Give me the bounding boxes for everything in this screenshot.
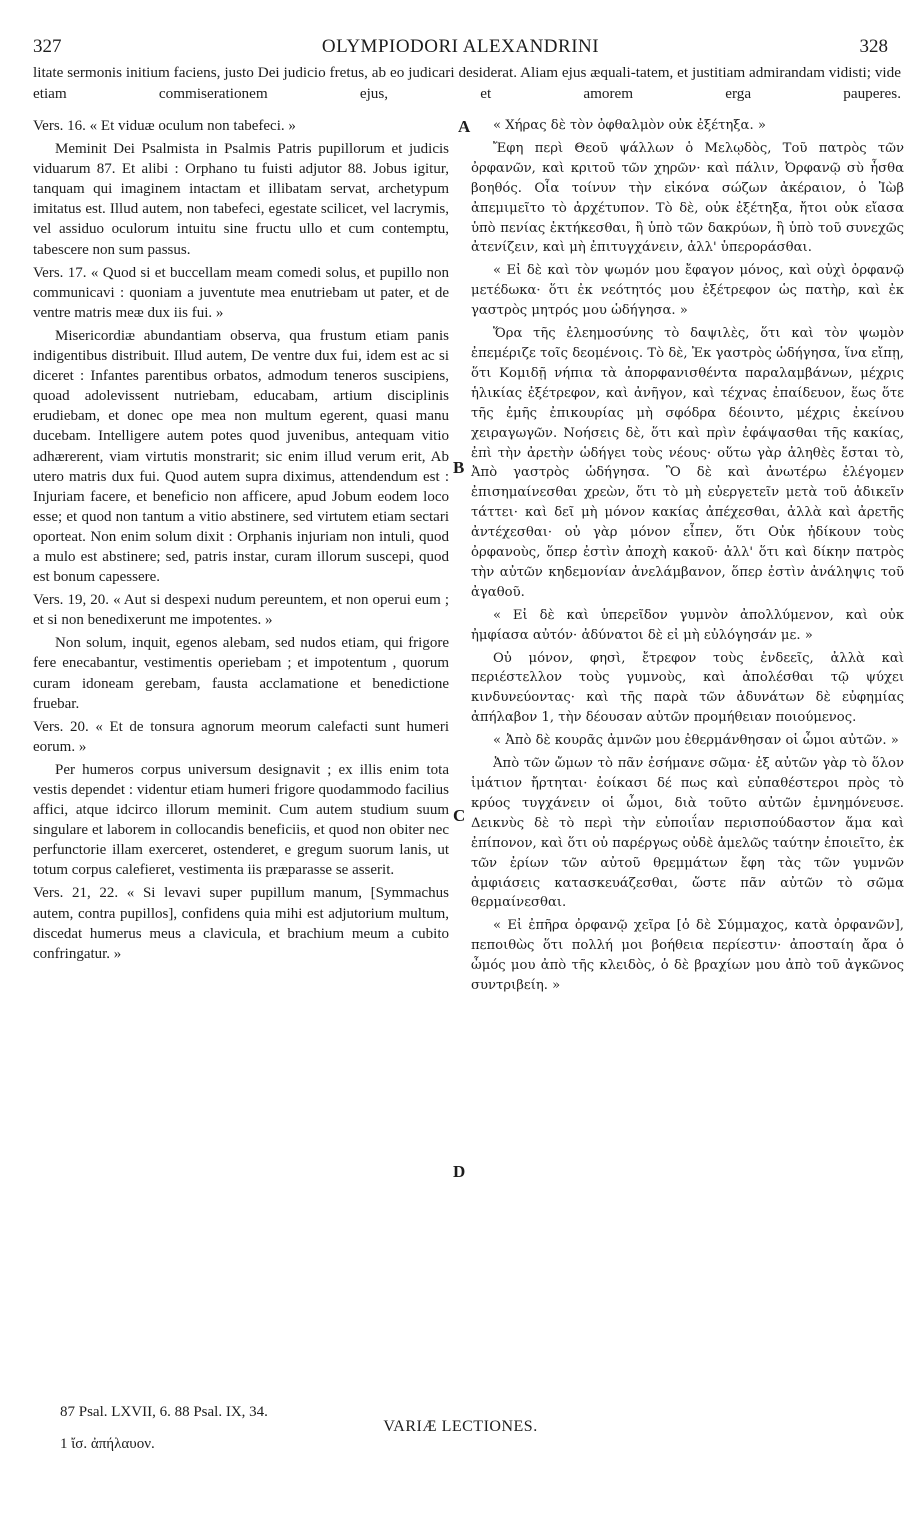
latin-verse-20: Vers. 20. « Et de tonsura agnorum meorum calefacti sunt humeri eorum. » (33, 718, 449, 755)
greek-commentary-17: Ὅρα τῆς ἐλεημοσύνης τὸ δαψιλὲς, ὅτι καὶ τὸν ψωμὸν ἐπεμέριζε τοῖς δεομένοις. Τὸ δὲ, Ἐκ γαστρὸς ὡδήγησα, ἵνα εἴπῃ, ὅτι Κομιδῇ νήπια τὰ ἀπορφανισθέντα παραλαμβάνων, μέχρις ἡλικίας ἐξέτρεφον, καὶ ἀνῆγον, καὶ τέχνας ἐπαίδευον, ἕως ὅτε τῆς ἐμῆς ἐπικουρίας μὴ σφόδρα δέοιντο, μέχρις ἐκείνου χειραγωγῶν. Νοήσεις δὲ, ὅτι καὶ πρὶν ἐφάψασθαι τῆς κακίας, ἐπὶ τὴν ἀρετὴν ὡδήγει τοὺς νέους· οὕτω γὰρ ἀληθὲς ἔσται τὸ, Ἀπὸ γαστρὸς ὡδήγησα. Ὃ δὲ καὶ ἀνωτέρω ἐλέγομεν ἐπισημαίνεσθαι χρεὼν, ὅτι τὸ μὴ εὐεργετεῖν μετὰ τοῦ ἀδικεῖν τάττει· καὶ δεῖ μὴ μόνον κακίας ἀπέχεσθαι, ἀλλὰ καὶ ἀρετῆς ἀντέχεσθαι· οὐ γὰρ μόνον εἶπεν, ὅτι Οὐκ ἠδίκουν τοὺς ὀρφανοὺς, ὅπερ ἐστὶν ἀποχὴ κακοῦ· ἀλλ' ὅτι καὶ δίκην πατρὸς τὴν αὐτῶν κηδεμονίαν ἀνελάμβανον, ὅπερ ἐστὶν ἀνάληψις τοῦ ἀγαθοῦ. (471, 326, 904, 600)
latin-commentary-16: Meminit Dei Psalmista in Psalmis Patris pupillorum et judicis viduarum 87. Et alibi : Orphano tu fuisti adjutor 88. Jobus igitur, tanquam qui imaginem intactam et illibatam servat, archetypum imitatus est. Illud autem, non tabefeci, egestate scilicet, vel lacrymis, vel assiduo oculorum intuitu sine fructu ullo et cum contemptu, tabescere non sum passus. (33, 141, 449, 258)
opening-paragraph: litate sermonis initium faciens, justo Dei judicio fretus, ab eo judicari desiderat. Aliam ejus æquali-tatem, et justitiam admirandam vidisti; vide etiam commiserationem ejus, et amorem erga pauperes. (33, 64, 901, 102)
latin-commentary-19-20: Non solum, inquit, egenos alebam, sed nudos etiam, qui frigore fere enecabantur, vestimentis operiebam ; et impotentum , quorum curam idoneam gerebam, fausta acclamatione et benedictione fruebar. (33, 635, 449, 712)
running-title: OLYMPIODORI ALEXANDRINI (321, 36, 600, 57)
running-header (33, 36, 888, 60)
latin-column (33, 116, 449, 967)
margin-marker-a: A (458, 117, 471, 136)
page-number-left: 327 (33, 36, 62, 57)
full-width-line (33, 62, 901, 104)
greek-verse-17: « Εἰ δὲ καὶ τὸν ψωμόν μου ἔφαγον μόνος, καὶ οὐχὶ ὀρφανῷ μετέδωκα· ὅτι ἐκ νεότητός μου ἐξέτρεφον ὡς πατὴρ, καὶ ἐκ γαστρὸς μητρός μου ὡδήγησα. » (471, 263, 904, 319)
greek-column (471, 116, 904, 999)
latin-commentary-17: Misericordiæ abundantiam observa, qua frustum etiam panis indigentibus distribuit. Illud autem, De ventre dux fui, idem est ac si diceret : Infantes parentibus orbatos, admodum teneros suscipiens, quoad adolevissent nutriebam, educabam, artium disciplinis erudiebam, et donec ope mea non multum egerent, quasi manu ducebam. Intelligere autem potes quod juvenibus, antequam vitio adhærerent, viam virtutis monstrarit; sic enim illud verum erit, Ab utero matris dux fui. Quod autem supra diximus, attendendum est : Injuriam facere, et beneficio non afficere, apud Jobum eodem loco esse; et quod non tantum a vitio abstinere, sed virtutem etiam sectari oporteat. Non enim solum dixit : Orphanis injuriam non intuli, quod a mulo est abstinere; sed, patris instar, curam illorum suscepi, quod est bonum capessere. (33, 327, 449, 586)
margin-marker-d: D (453, 1162, 466, 1181)
margin-marker-b: B (453, 458, 465, 477)
footnote-greek: 1 ἴσ. ἀπήλαυον. (60, 1436, 155, 1452)
latin-verse-19-20: Vers. 19, 20. « Aut si despexi nudum pereuntem, et non operui eum ; et si non benedixerunt me impotentes. » (33, 592, 449, 629)
greek-commentary-16: Ἔφη περὶ Θεοῦ ψάλλων ὁ Μελῳδὸς, Τοῦ πατρὸς τῶν ὀρφανῶν, καὶ κριτοῦ τῶν χηρῶν· καὶ πάλιν, Ὀρφανῷ σὺ ἦσθα βοηθός. Οἷα τοίνυν τὴν εἰκόνα σώζων ἀκέραιον, ὁ Ἰὼβ ἀπεμιμεῖτο τὸ ἀρχέτυπον. Τὸ δὲ, οὐκ ἐξέτηξα, ἤτοι οὐκ εἴασα ὑπὸ πενίας ἐκτήκεσθαι, ἢ ὑπὸ τῶν δακρύων, ἢ ὑπὸ τοῦ συνεχῶς ἀτενίζειν, καὶ μὴ ἐπιτυγχάνειν, ἀλλ' ὑπεροράσθαι. (471, 140, 904, 256)
variae-lectiones-heading: VARIÆ LECTIONES. (383, 1418, 538, 1435)
margin-marker-c: C (453, 806, 466, 825)
greek-verse-19-20: « Εἰ δὲ καὶ ὑπερεῖδον γυμνὸν ἀπολλύμενον, καὶ οὐκ ἠμφίασα αὐτόν· ἀδύνατοι δὲ εἰ μὴ εὐλόγησάν με. » (471, 607, 904, 643)
latin-commentary-20: Per humeros corpus universum designavit ; ex illis enim tota vestis dependet : videntur etiam humeri frigore quodammodo facilius affici, atque idcirco illorum meminit. Cum autem studium suum singulare et laborem in collocandis beneficiis, et quod non obiter nec perfunctorie illam exerceret, ostenderet, e gregum suorum lanis, ut totum corpus calefieret, vestimenta iis præparasse se asserit. (33, 761, 449, 879)
greek-verse-20: « Ἀπὸ δὲ κουρᾶς ἀμνῶν μου ἐθερμάνθησαν οἱ ὦμοι αὐτῶν. » (493, 733, 899, 749)
greek-commentary-19-20: Οὐ μόνον, φησὶ, ἔτρεφον τοὺς ἐνδεεῖς, ἀλλὰ καὶ περιέστελλον τοὺς γυμνοὺς, καὶ ἀπολέσθαι τῷ ψύχει κινδυνεύοντας· καὶ τῆς παρὰ τῶν ἀδυνάτων δὲ εὐφημίας ἀπήλαβον 1, τὴν δέουσαν αὐτῶν προμήθειαν ποιούμενος. (471, 650, 904, 726)
latin-verse-16: Vers. 16. « Et viduæ oculum non tabefeci. » (33, 118, 296, 134)
footnote-latin: 87 Psal. LXVII, 6. 88 Psal. IX, 34. (60, 1404, 268, 1420)
greek-commentary-20: Ἀπὸ τῶν ὤμων τὸ πᾶν ἐσήμανε σῶμα· ἐξ αὐτῶν γὰρ τὸ ὅλον ἱμάτιον ἤρτηται· ἐοίκασι δέ πως καὶ εὐπαθέστεροι πρὸς τὸ κρύος τυγχάνειν οἱ ὦμοι, διὰ τοῦτο αὐτῶν ἐμνημόνευσε. Δεικνὺς δὲ τὸ περὶ τὴν εὐποιΐαν περισπούδαστον ἅμα καὶ ἐπίπονον, καὶ ὅτι οὐ παρέργως οὐδὲ ἀμελῶς ταύτην ἐποιεῖτο, ἐκ τῶν ἐρίων τῶν αὐτοῦ θρεμμάτων ἔφη τὰς τῶν γυμνῶν ἀμφιάσεις κατασκευάζεσθαι, ὥστε πᾶν αὐτῶν τὸ σῶμα θερμαίνεσθαι. (471, 756, 904, 911)
latin-verse-21-22: Vers. 21, 22. « Si levavi super pupillum manum, [Symmachus autem, contra pupillos], confidens quia mihi est adjutorium multum, discedat humerus meus a clavicula, et brachium meum a cubito confringatur. » (33, 885, 449, 962)
page-number-right: 328 (859, 36, 888, 57)
greek-verse-21-22: « Εἰ ἐπῆρα ὀρφανῷ χεῖρα [ὁ δὲ Σύμμαχος, κατὰ ὀρφανῶν], πεποιθὼς ὅτι πολλή μοι βοήθεια περίεστιν· ἀποσταίη ἄρα ὁ ὦμός μου ἀπὸ τῆς κλειδὸς, ὁ δὲ βραχίων μου ἀπὸ τοῦ ἀγκῶνος συντριβείη. » (471, 918, 904, 994)
greek-verse-16: « Χήρας δὲ τὸν ὀφθαλμὸν οὐκ ἐξέτηξα. » (493, 118, 766, 133)
latin-verse-17: Vers. 17. « Quod si et buccellam meam comedi solus, et pupillo non communicavi : quoniam a juventute mea enutriebam ut pater, et de ventre matris meæ dux iis fui. » (33, 264, 449, 321)
